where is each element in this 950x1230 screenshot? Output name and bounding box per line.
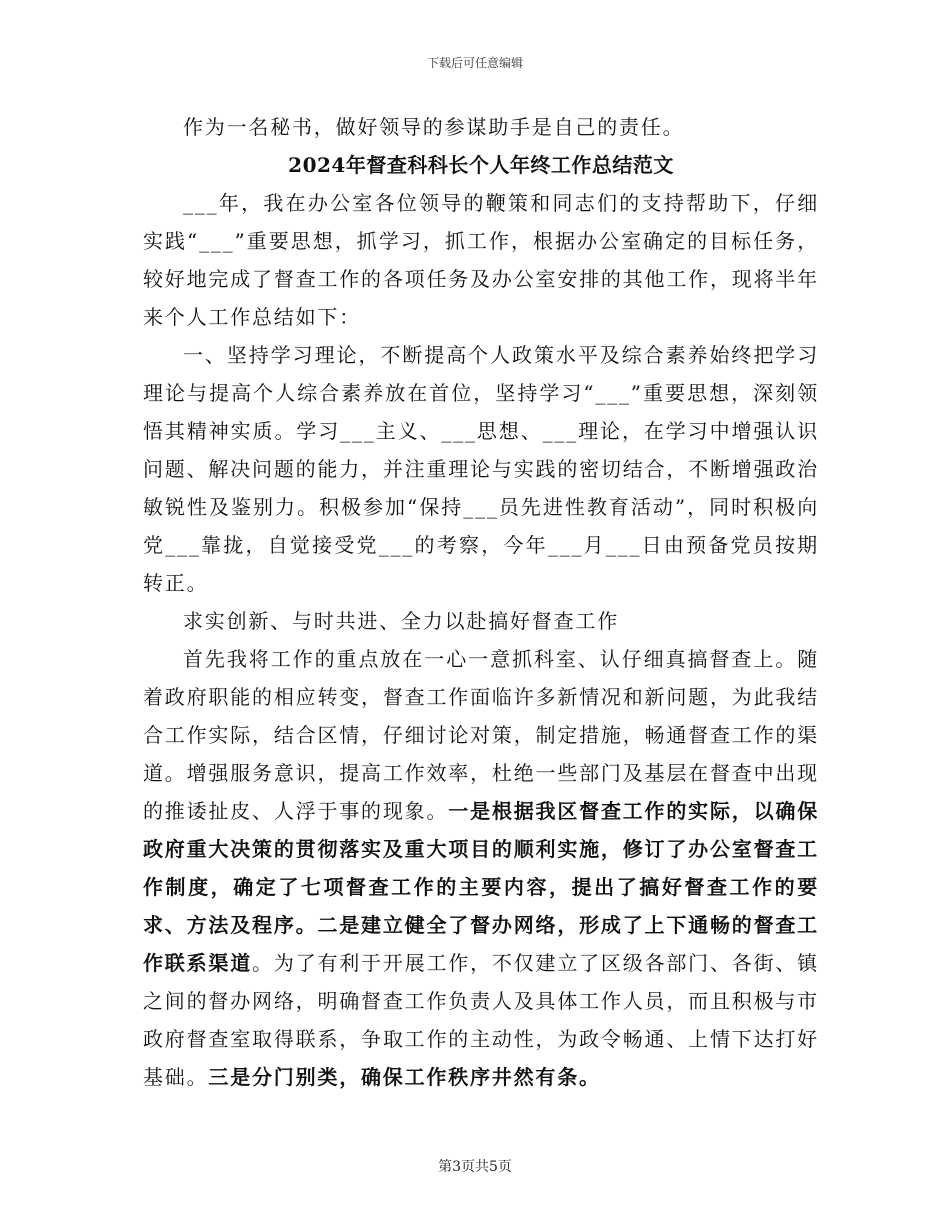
paragraph-4-bold-b: 三是分门别类，确保工作秩序井然有条。 (208, 1065, 601, 1089)
header-note: 下载后可任意编辑 (426, 56, 523, 70)
paragraph-2: 一、坚持学习理论，不断提高个人政策水平及综合素养始终把学习理论与提高个人综合素养放在首位，坚持学习“___”重要思想，深刻领悟其精神实质。学习___主义、___思想、___理论，在学习中增强认识问题、解决问题的能力，并注重理论与实践的密切结合，不断增强政治敏锐性及鉴别力。积极参加“保持___员先进性教育活动”，同时积极向党___靠拢，自觉接受党___的考察，今年___月___日由预备党员按期转正。 (143, 343, 819, 595)
paragraph-4-bold-a: 一是根据我区督查工作的实际，以确保政府重大决策的贯彻落实及重大项目的顺利实施，修订了办公室督查工作制度，确定了七项督查工作的主要内容，提出了搞好督查工作的要求、方法及程序。二是建立健全了督办网络，形成了上下通畅的督查工作联系渠道 (143, 799, 819, 975)
paragraph-3: 求实创新、与时共进、全力以赴搞好督查工作 (183, 609, 619, 633)
page-number: 第3页共5页 (438, 1159, 512, 1175)
intro-paragraph: 作为一名秘书，做好领导的参谋助手是自己的责任。 (183, 115, 685, 139)
document-body (143, 108, 819, 1096)
paragraph-1: ___年，我在办公室各位领导的鞭策和同志们的支持帮助下，仔细实践“___”重要思想，抓学习，抓工作，根据办公室确定的目标任务，较好地完成了督查工作的各项任务及办公室安排的其他工作，现将半年来个人工作总结如下： (143, 191, 819, 329)
document-title: 2024年督查科科长个人年终工作总结范文 (288, 153, 674, 177)
paragraph-4-text-a: 首先我将工作的重点放在一心一意抓科室、认仔细真搞督查上。随着政府职能的相应转变，督查工作面临许多新情况和新问题，为此我结合工作实际，结合区情，仔细讨论对策，制定措施，畅通督查工作的渠道。增强服务意识，提高工作效率，杜绝一些部门及基层在督查中出现的推诿扯皮、人浮于事的现象。 (143, 647, 819, 823)
paragraph-4-text-b: 。为了有利于开展工作，不仅建立了区级各部门、各街、镇之间的督办网络，明确督查工作负责人及具体工作人员，而且积极与市政府督查室取得联系，争取工作的主动性，为政令畅通、上情下达打好基础。 (143, 951, 819, 1089)
paragraph-4 (143, 640, 819, 1096)
